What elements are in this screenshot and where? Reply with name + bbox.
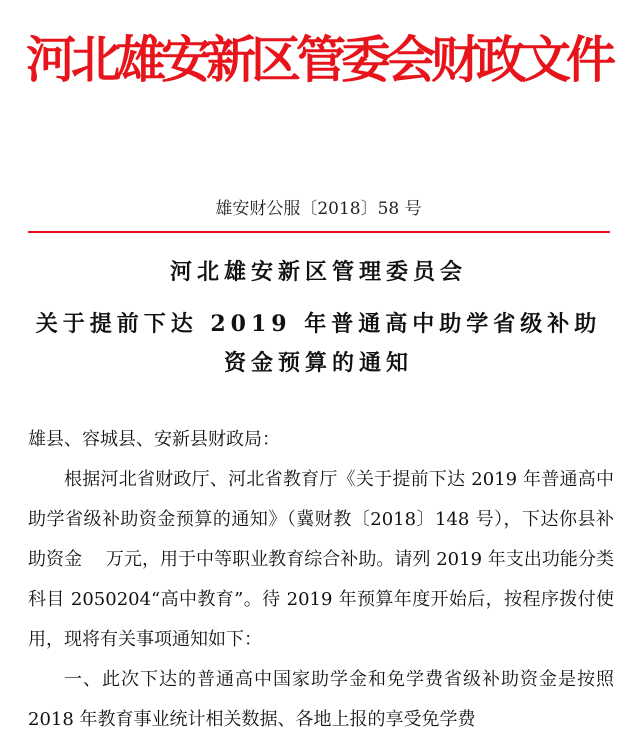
document-body	[28, 420, 614, 740]
title-line-3: 资金预算的通知	[223, 350, 413, 376]
title-line-2: 关于提前下达 2019 年普通高中助学省级补助	[35, 311, 602, 337]
body-paragraph-2: 一、此次下达的普通高中国家助学金和免学费省级补助资金是按照 2018 年教育事业统计相关数据、各地上报的享受免学费	[28, 669, 614, 730]
title-line-1: 河北雄安新区管理委员会	[169, 259, 467, 285]
document-masthead: 河北雄安新区管委会财政文件	[26, 31, 611, 89]
red-divider-line	[28, 231, 610, 233]
document-number: 雄安财公服〔2018〕58 号	[215, 199, 422, 219]
body-paragraph-1: 根据河北省财政厅、河北省教育厅《关于提前下达 2019 年普通高中助学省级补助资金预算的通知》（冀财教〔2018〕148 号），下达你县补助资金 万元，用于中等职业教育综合补助。请列 2019 年支出功能分类科目 2050204“高中教育”。待 2019 年预算年度开始后，按程序拨付使用，现将有关事项通知如下：	[28, 469, 614, 650]
salutation: 雄县、容城县、安新县财政局：	[28, 429, 280, 450]
